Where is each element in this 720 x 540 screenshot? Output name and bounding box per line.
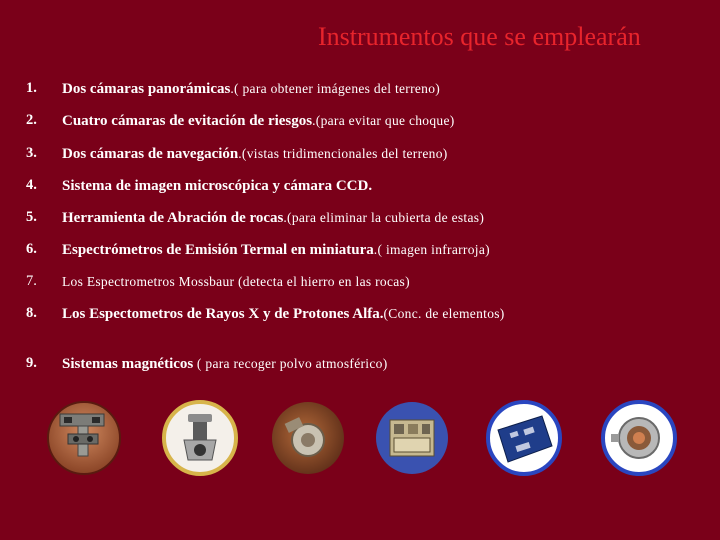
item-number: 7.	[26, 273, 37, 289]
item-name: Sistemas magnéticos	[62, 356, 194, 372]
item-name: Herramienta de Abración de rocas	[62, 210, 284, 226]
microscopic-imager-icon	[162, 400, 238, 476]
item-description: .(para eliminar la cubierta de estas)	[283, 210, 485, 225]
item-number: 1.	[26, 80, 37, 96]
item-number: 2.	[26, 112, 37, 128]
item-number: 8.	[26, 305, 37, 321]
item-name: Sistema de imagen microscópica y cámara CCD.	[62, 178, 373, 194]
item-name: Dos cámaras panorámicas	[62, 81, 231, 97]
item-name: Cuatro cámaras de evitación de riesgos	[62, 113, 313, 129]
item-description: .(para evitar que choque)	[312, 113, 455, 128]
item-description: .( imagen infrarroja)	[373, 242, 490, 257]
item-name: Dos cámaras de navegación	[62, 146, 239, 162]
item-description: ( para recoger polvo atmosférico)	[193, 356, 388, 371]
item-name: Espectrómetros de Emisión Termal en miniatura	[62, 242, 374, 258]
item-description: (Conc. de elementos)	[383, 306, 505, 321]
item-number: 9.	[26, 355, 37, 371]
item-number: 3.	[26, 145, 37, 161]
panoramic-camera-mast-icon	[46, 400, 122, 476]
item-description: Los Espectrometros Mossbaur (detecta el hierro en las rocas)	[62, 274, 410, 289]
rock-abrasion-tool-icon	[270, 400, 346, 476]
item-name: Los Espectometros de Rayos X y de Protones Alfa.	[62, 306, 384, 322]
thermal-spectrometer-icon	[374, 400, 450, 476]
item-number: 4.	[26, 177, 37, 193]
item-number: 6.	[26, 241, 37, 257]
slide-title: Instrumentos que se emplearán	[318, 22, 641, 51]
magnet-array-icon	[601, 400, 677, 476]
item-description: .( para obtener imágenes del terreno)	[230, 81, 441, 96]
item-number: 5.	[26, 209, 37, 225]
item-description: .(vistas tridimencionales del terreno)	[238, 146, 448, 161]
circuit-board-icon	[486, 400, 562, 476]
instrument-thumbnails	[0, 400, 720, 480]
